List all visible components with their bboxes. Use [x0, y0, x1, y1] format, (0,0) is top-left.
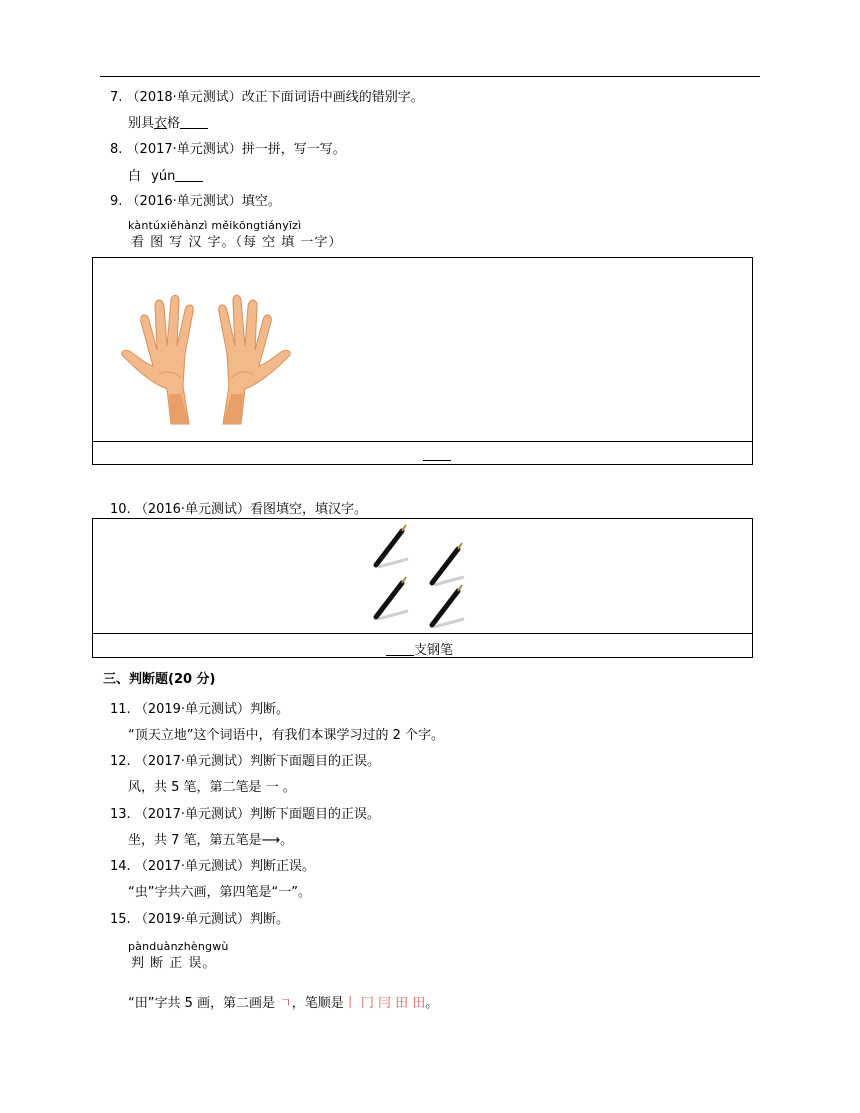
question-15 [110, 908, 289, 927]
question-13-statement: 坐，共 7 笔，第五笔是⟶。 [128, 833, 294, 848]
question-text: （2019·单元测试）判断。 [134, 702, 290, 717]
question-number: 11. [110, 702, 131, 717]
two-hands-icon [119, 294, 294, 429]
question-text: （2017·单元测试）判断正误。 [134, 859, 316, 874]
question-15-statement: “田”字共 5 画，第二画是 ㄱ，笔顺是丨 冂 冃 田 田。 [128, 996, 439, 1011]
question-number: 14. [110, 859, 131, 874]
section-heading: 三、判断题(20 分) [103, 672, 216, 687]
pinyin-line: pànduànzhèngwù [128, 940, 229, 953]
question-14 [110, 855, 315, 874]
question-9-image-box [92, 257, 753, 465]
question-text: （2017·单元测试）判断下面题目的正误。 [134, 754, 381, 769]
question-10 [110, 498, 367, 517]
question-text: （2019·单元测试）判断。 [134, 912, 290, 927]
question-number: 7. [110, 90, 123, 105]
stroke-order-glyphs: 丨 冂 冃 田 田 [343, 996, 426, 1011]
answer-blank[interactable] [423, 448, 451, 463]
question-11 [110, 698, 289, 717]
question-9 [110, 190, 281, 209]
pinyin-line: kàntúxiěhànzì měikōngtiányīzì [128, 219, 302, 232]
header-rule [100, 76, 760, 77]
hanzi-line: 判 断 正 误。 [131, 956, 217, 971]
question-7-word: 别具衣格 [128, 112, 208, 131]
question-text: （2017·单元测试）拼一拼，写一写。 [126, 142, 346, 157]
question-12-statement: 风，共 5 笔，第二笔是 一 。 [128, 780, 296, 795]
question-14-statement: “虫”字共六画，第四笔是“一”。 [128, 885, 311, 900]
question-text: （2016·单元测试）填空。 [126, 194, 281, 209]
answer-blank[interactable] [175, 169, 203, 182]
question-number: 8. [110, 142, 123, 157]
question-number: 15. [110, 912, 131, 927]
question-7 [110, 86, 424, 105]
question-text: （2016·单元测试）看图填空，填汉字。 [134, 502, 368, 517]
question-11-statement: “顶天立地”这个词语中，有我们本课学习过的 2 个字。 [128, 728, 445, 743]
question-text: （2018·单元测试）改正下面词语中画线的错别字。 [126, 90, 424, 105]
question-number: 12. [110, 754, 131, 769]
question-8-prompt: 白 yún [128, 165, 203, 184]
answer-blank[interactable] [180, 116, 208, 129]
question-10-answer: 支钢笔 [386, 639, 453, 658]
question-8 [110, 138, 346, 157]
question-10-image-box [92, 518, 753, 658]
fountain-pens-icon [368, 523, 478, 631]
hanzi-line: 看 图 写 汉 字。（每 空 填 一字） [131, 235, 343, 250]
question-number: 10. [110, 502, 131, 517]
underlined-char: 衣 [154, 116, 168, 131]
question-number: 13. [110, 807, 131, 822]
stroke-glyph: ㄱ [279, 996, 292, 1011]
answer-blank[interactable] [386, 643, 414, 656]
question-12 [110, 750, 380, 769]
question-text: （2017·单元测试）判断下面题目的正误。 [134, 807, 381, 822]
question-number: 9. [110, 194, 123, 209]
question-13 [110, 803, 380, 822]
